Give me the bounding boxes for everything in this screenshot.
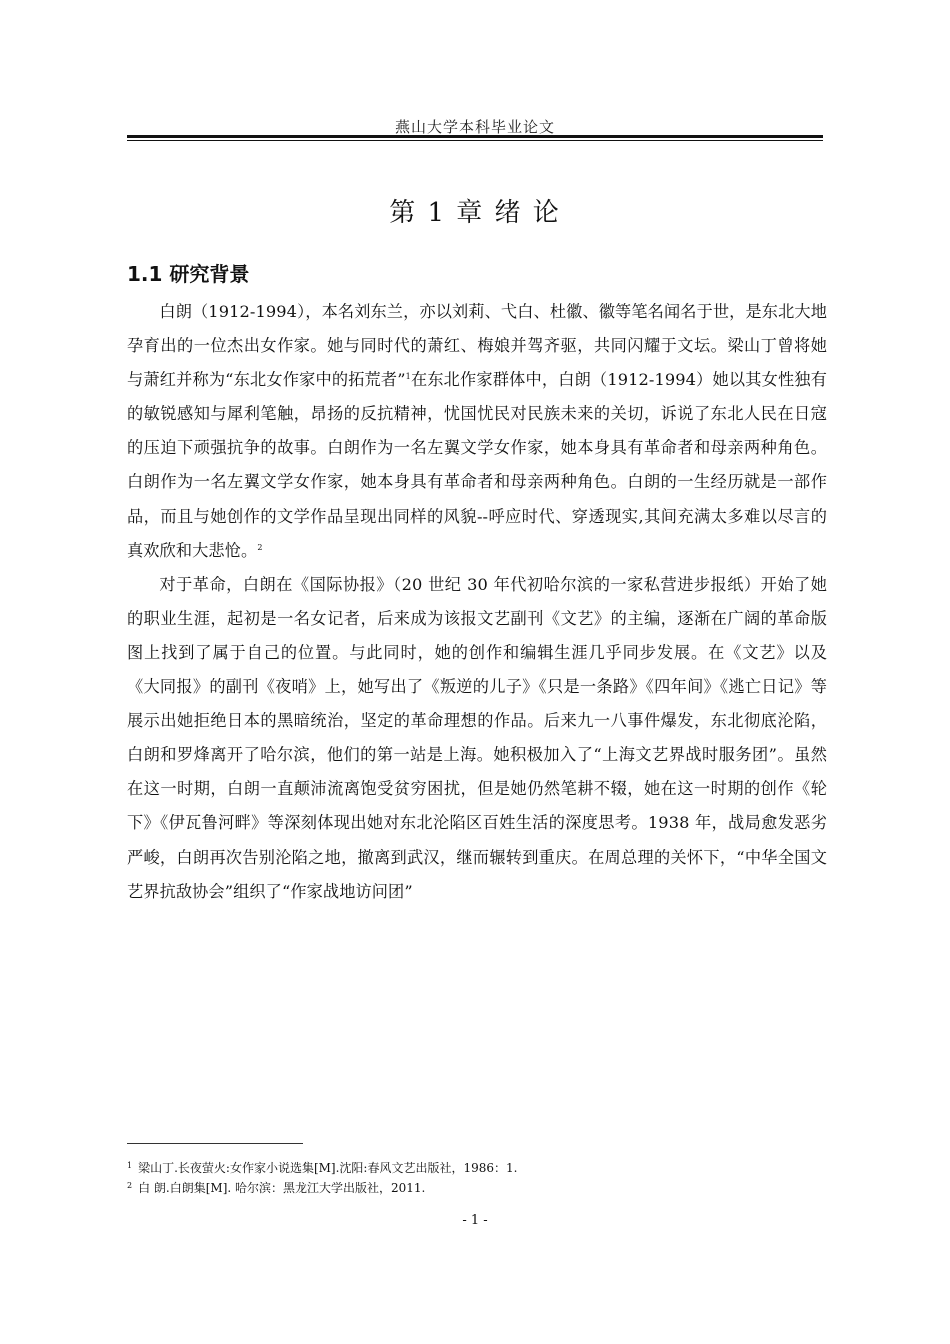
paragraph-2	[127, 568, 827, 909]
footnote-ref-1[interactable]: 1	[405, 372, 411, 382]
footnote-2	[127, 1177, 827, 1197]
paragraph-1	[127, 295, 827, 568]
chapter-title: 第 1 章 绪 论	[389, 198, 561, 229]
footnote-2-mark: 2	[127, 1181, 133, 1190]
footnotes	[127, 1157, 827, 1197]
paragraph-1-text: 白朗（1912-1994），本名刘东兰，亦以刘莉、弋白、杜徽、徽等笔名闻名于世，是东北大地孕育出的一位杰出女作家。她与同时代的萧红、梅娘并驾齐驱，共同闪耀于文坛。梁山丁曾将她与萧红并称为“东北女作家中的拓荒者”	[127, 302, 827, 390]
section-title: 1.1 研究背景	[127, 261, 250, 286]
page-number: - 1 -	[462, 1213, 488, 1228]
paragraph-2-text: 对于革命，白朗在《国际协报》（20 世纪 30 年代初哈尔滨的一家私营进步报纸）开始了她的职业生涯，起初是一名女记者，后来成为该报文艺副刊《文艺》的主编，逐渐在广阔的革命版图上找到了属于自己的位置。与此同时，她的创作和编辑生涯几乎同步发展。在《文艺》以及《大同报》的副刊《夜哨》上，她写出了《叛逆的儿子》《只是一条路》《四年间》《逃亡日记》等展示出她拒绝日本的黑暗统治，坚定的革命理想的作品。后来九一八事件爆发，东北彻底沦陷，白朗和罗烽离开了哈尔滨，他们的第一站是上海。她积极加入了“上海文艺界战时服务团”。虽然在这一时期，白朗一直颠沛流离饱受贫穷困扰，但是她仍然笔耕不辍，她在这一时期的创作《轮下》《伊瓦鲁河畔》等深刻体现出她对东北沦陷区百姓生活的深度思考。1938 年，战局愈发恶劣严峻，白朗再次告别沦陷之地，撤离到武汉，继而辗转到重庆。在周总理的关怀下，“中华全国文艺界抗敌协会”组织了“作家战地访问团”	[127, 574, 827, 901]
footnote-rule	[127, 1143, 303, 1144]
header-rule-thick	[127, 135, 823, 138]
footnote-1-mark: 1	[127, 1161, 133, 1170]
running-header: 燕山大学本科毕业论文	[394, 118, 555, 136]
footnote-1	[127, 1157, 827, 1177]
footnote-1-text: 梁山丁.长夜萤火:女作家小说选集[M].沈阳:春风文艺出版社，1986：1.	[138, 1161, 518, 1175]
header-rule-thin	[127, 140, 823, 141]
footnote-ref-2[interactable]: 2	[257, 542, 263, 552]
footnote-2-text: 白 朗.白朗集[M]. 哈尔滨：黑龙江大学出版社，2011.	[138, 1181, 426, 1195]
paragraph-1-text-continued: 在东北作家群体中，白朗（1912-1994）她以其女性独有的敏锐感知与犀利笔触，昂扬的反抗精神，忧国忧民对民族未来的关切，诉说了东北人民在日寇的压迫下顽强抗争的故事。白朗作为一名左翼文学女作家，她本身具有革命者和母亲两种角色。白朗作为一名左翼文学女作家，她本身具有革命者和母亲两种角色。白朗的一生经历就是一部作品，而且与她创作的文学作品呈现出同样的风貌--呼应时代、穿透现实,其间充满太多难以尽言的真欢欣和大悲怆。	[127, 370, 827, 560]
body-text	[127, 295, 827, 909]
